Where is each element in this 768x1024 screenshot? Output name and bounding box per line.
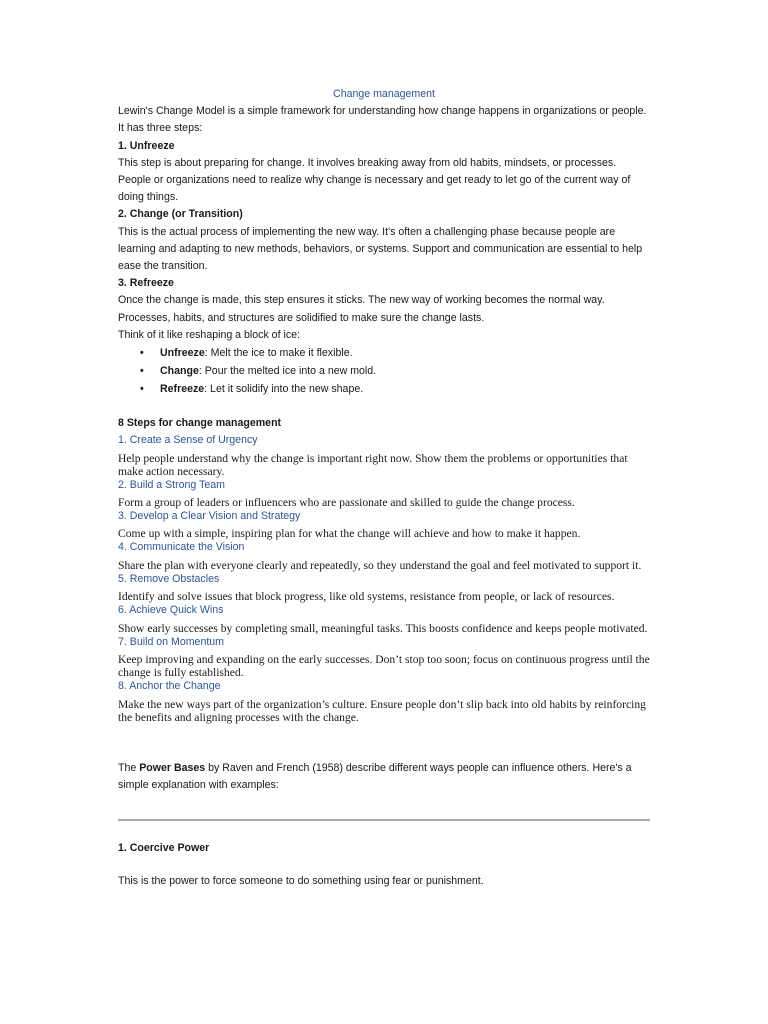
kotter-step-text: Form a group of leaders or influencers who are passionate and skilled to guide the change process. — [118, 496, 575, 510]
kotter-step-heading: 5. Remove Obstacles — [118, 572, 220, 585]
analogy-list — [118, 344, 650, 398]
kotter-step-text: Identify and solve issues that block progress, like old systems, resistance from people, or lack of resources. — [118, 590, 615, 604]
kotter-step-text: Make the new ways part of the organization’s culture. Ensure people don’t slip back into old habits by reinforcing the benefits and aligning processes with the change. — [118, 697, 646, 724]
list-item: • Change: Pour the melted ice into a new mold. — [160, 362, 650, 380]
power-heading: 1. Coercive Power — [118, 841, 210, 854]
analogy-intro: Think of it like reshaping a block of ice: — [118, 328, 300, 341]
list-item: • Unfreeze: Melt the ice to make it flexible. — [160, 344, 650, 362]
step-heading: 3. Refreeze — [118, 277, 174, 290]
document-page — [118, 86, 650, 890]
power-text: This is the power to force someone to do something using fear or punishment. — [118, 875, 484, 888]
section-heading: 8 Steps for change management — [118, 417, 282, 430]
document-title: Change management — [333, 88, 435, 100]
step-heading: 1. Unfreeze — [118, 139, 175, 152]
step-text: Once the change is made, this step ensures it sticks. The new way of working becomes the normal way. Processes, habits, and structures are solidified to make sure the change lasts. — [118, 294, 605, 324]
step-text: This step is about preparing for change. It involves breaking away from old habits, mindsets, or processes. People or organizations need to realize why change is necessary and get ready to let go of the current way of doing things. — [118, 156, 631, 204]
kotter-step-text: Share the plan with everyone clearly and repeatedly, so they understand the goal and feel motivated to support it. — [118, 558, 642, 572]
list-item: • Refreeze: Let it solidify into the new shape. — [160, 380, 650, 398]
kotter-step-heading: 2. Build a Strong Team — [118, 478, 225, 491]
kotter-step-heading: 3. Develop a Clear Vision and Strategy — [118, 510, 301, 523]
kotter-step-heading: 6. Achieve Quick Wins — [118, 604, 224, 617]
kotter-step-heading: 1. Create a Sense of Urgency — [118, 434, 258, 447]
kotter-step-text: Help people understand why the change is important right now. Show them the problems or opportunities that make action necessary. — [118, 451, 628, 478]
kotter-step-text: Come up with a simple, inspiring plan for what the change will achieve and how to make it happen. — [118, 527, 581, 541]
kotter-step-text: Keep improving and expanding on the early successes. Don’t stop too soon; focus on continuous progress until the change is fully established. — [118, 653, 650, 680]
step-heading: 2. Change (or Transition) — [118, 208, 243, 221]
kotter-step-text: Show early successes by completing small, meaningful tasks. This boosts confidence and keeps people motivated. — [118, 621, 648, 635]
kotter-step-heading: 8. Anchor the Change — [118, 680, 221, 693]
step-text: This is the actual process of implementing the new way. It's often a challenging phase because people are learning and adapting to new methods, behaviors, or systems. Support and communication are essential to help ease the transition. — [118, 225, 643, 273]
power-bases-intro: The Power Bases by Raven and French (1958) describe different ways people can influence others. Here's a simple explanation with examples: — [118, 761, 632, 791]
kotter-step-heading: 4. Communicate the Vision — [118, 541, 245, 554]
intro-paragraph: Lewin's Change Model is a simple framework for understanding how change happens in organizations or people. It has three steps: — [118, 105, 647, 135]
kotter-step-heading: 7. Build on Momentum — [118, 635, 224, 648]
